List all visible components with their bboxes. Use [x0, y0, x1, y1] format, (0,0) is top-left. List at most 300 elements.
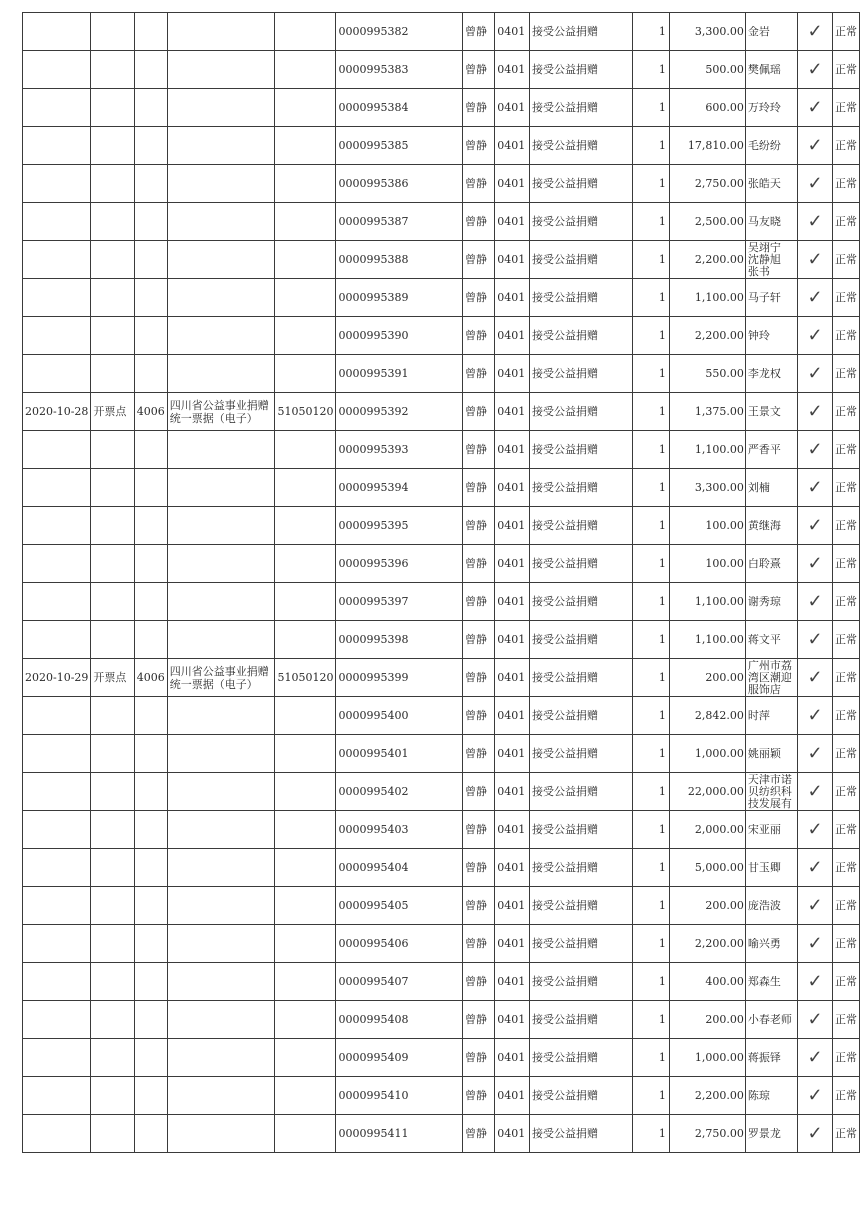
- amount: 400.00: [705, 975, 744, 988]
- issue-date-cell: [23, 469, 91, 507]
- agency-code-cell: [275, 317, 336, 355]
- payer-name-cell: [745, 621, 797, 659]
- table-row: [23, 963, 860, 1001]
- item-name-cell: [530, 241, 633, 279]
- check-mark-cell: [798, 469, 833, 507]
- issue-date-cell: [23, 431, 91, 469]
- status-cell: [832, 887, 859, 925]
- site-code-cell: [134, 1001, 167, 1039]
- billing-site-cell: [91, 241, 134, 279]
- check-mark: ✓: [807, 667, 823, 688]
- agency-code-cell: [275, 583, 336, 621]
- status-cell: [832, 507, 859, 545]
- table-row: [23, 469, 860, 507]
- site-code-cell: [134, 393, 167, 431]
- billing-site-cell: [91, 165, 134, 203]
- status-cell: [832, 963, 859, 1001]
- payer-name-cell: [745, 203, 797, 241]
- amount: 2,842.00: [694, 709, 744, 722]
- operator: 曾静: [464, 785, 487, 798]
- payer-name-cell: [745, 431, 797, 469]
- site-code-cell: [134, 773, 167, 811]
- receipt-number-cell: [336, 925, 462, 963]
- amount-cell: [669, 355, 745, 393]
- quantity-cell: [632, 241, 669, 279]
- receipt-number-cell: [336, 317, 462, 355]
- payer-name: 陈琼: [747, 1089, 770, 1102]
- payer-name-cell: [745, 165, 797, 203]
- check-mark-cell: [798, 735, 833, 773]
- table-row: [23, 507, 860, 545]
- payer-name: 谢秀琼: [747, 595, 781, 608]
- operator: 曾静: [464, 1089, 487, 1102]
- payer-name-cell: [745, 811, 797, 849]
- agency-code: 51050120: [277, 405, 334, 418]
- quantity-cell: [632, 925, 669, 963]
- payer-name-cell: [745, 317, 797, 355]
- bill-type-cell: [167, 393, 275, 431]
- operator-cell: [462, 1001, 494, 1039]
- operator-cell: [462, 127, 494, 165]
- operator: 曾静: [464, 25, 487, 38]
- check-mark: ✓: [807, 819, 823, 840]
- amount-cell: [669, 925, 745, 963]
- item-name-cell: [530, 89, 633, 127]
- table-row: [23, 203, 860, 241]
- receipt-number: 0000995388: [338, 253, 409, 266]
- receipt-number: 0000995406: [338, 937, 409, 950]
- bill-type-cell: [167, 127, 275, 165]
- site-code-cell: [134, 887, 167, 925]
- payer-name-cell: [745, 279, 797, 317]
- quantity-cell: [632, 165, 669, 203]
- operator-cell: [462, 811, 494, 849]
- bill-type-cell: [167, 89, 275, 127]
- table-row: [23, 887, 860, 925]
- billing-site-cell: [91, 355, 134, 393]
- agency-code-cell: [275, 165, 336, 203]
- status: 正常: [834, 25, 857, 38]
- billing-site-cell: [91, 583, 134, 621]
- item-name-cell: [530, 165, 633, 203]
- amount-cell: [669, 773, 745, 811]
- table-row: [23, 241, 860, 279]
- amount-cell: [669, 203, 745, 241]
- table-row: [23, 849, 860, 887]
- amount: 2,750.00: [694, 1127, 744, 1140]
- operator: 曾静: [464, 177, 487, 190]
- receipt-number-cell: [336, 13, 462, 51]
- payer-name-cell: [745, 1001, 797, 1039]
- issue-date: 2020-10-29: [25, 671, 89, 684]
- check-mark-cell: [798, 241, 833, 279]
- item-name-cell: [530, 621, 633, 659]
- agency-code-cell: [275, 1039, 336, 1077]
- operator-cell: [462, 545, 494, 583]
- billing-site-cell: [91, 13, 134, 51]
- category-code-cell: [495, 925, 530, 963]
- payer-name: 刘楠: [747, 481, 770, 494]
- payer-name: 广州市荔湾区潮迎服饰店: [747, 659, 792, 696]
- billing-site-cell: [91, 279, 134, 317]
- operator-cell: [462, 849, 494, 887]
- operator: 曾静: [464, 709, 487, 722]
- status-cell: [832, 89, 859, 127]
- table-row: [23, 127, 860, 165]
- agency-code-cell: [275, 1077, 336, 1115]
- bill-type-cell: [167, 621, 275, 659]
- operator: 曾静: [464, 747, 487, 760]
- receipt-number: 0000995402: [338, 785, 409, 798]
- payer-name: 蒋文平: [747, 633, 781, 646]
- check-mark: ✓: [807, 705, 823, 726]
- billing-site-cell: [91, 963, 134, 1001]
- billing-site-cell: [91, 545, 134, 583]
- check-mark: ✓: [807, 477, 823, 498]
- amount: 2,200.00: [694, 937, 744, 950]
- bill-type-cell: [167, 849, 275, 887]
- issue-date-cell: [23, 89, 91, 127]
- operator: 曾静: [464, 1127, 487, 1140]
- quantity: 1: [658, 747, 666, 760]
- agency-code-cell: [275, 241, 336, 279]
- operator: 曾静: [464, 139, 487, 152]
- issue-date-cell: [23, 659, 91, 697]
- category-code-cell: [495, 431, 530, 469]
- receipt-number-cell: [336, 811, 462, 849]
- quantity: 1: [658, 329, 666, 342]
- agency-code-cell: [275, 127, 336, 165]
- receipt-number: 0000995390: [338, 329, 409, 342]
- agency-code-cell: [275, 659, 336, 697]
- receipt-number-cell: [336, 735, 462, 773]
- category-code-cell: [495, 355, 530, 393]
- amount: 1,375.00: [694, 405, 744, 418]
- check-mark: ✓: [807, 553, 823, 574]
- receipt-number-cell: [336, 279, 462, 317]
- category-code-cell: [495, 887, 530, 925]
- quantity-cell: [632, 583, 669, 621]
- item-name-cell: [530, 507, 633, 545]
- agency-code-cell: [275, 355, 336, 393]
- payer-name: 马友晓: [747, 215, 781, 228]
- category-code: 0401: [497, 899, 526, 912]
- amount: 2,200.00: [694, 329, 744, 342]
- item-name-cell: [530, 659, 633, 697]
- operator-cell: [462, 1077, 494, 1115]
- table-row: [23, 1001, 860, 1039]
- operator: 曾静: [464, 823, 487, 836]
- bill-type-cell: [167, 469, 275, 507]
- check-mark: ✓: [807, 211, 823, 232]
- payer-name-cell: [745, 469, 797, 507]
- category-code-cell: [495, 469, 530, 507]
- bill-type-cell: [167, 165, 275, 203]
- item-name: 接受公益捐赠: [532, 25, 599, 38]
- quantity-cell: [632, 355, 669, 393]
- receipt-number: 0000995404: [338, 861, 409, 874]
- receipt-number-cell: [336, 963, 462, 1001]
- item-name: 接受公益捐赠: [532, 519, 599, 532]
- item-name-cell: [530, 849, 633, 887]
- table-row: [23, 545, 860, 583]
- amount: 200.00: [705, 899, 744, 912]
- payer-name: 万玲玲: [747, 101, 781, 114]
- issue-date-cell: [23, 165, 91, 203]
- status: 正常: [834, 1127, 857, 1140]
- payer-name-cell: [745, 849, 797, 887]
- operator: 曾静: [464, 63, 487, 76]
- payer-name-cell: [745, 51, 797, 89]
- check-mark: ✓: [807, 895, 823, 916]
- receipt-number: 0000995384: [338, 101, 409, 114]
- receipt-number: 0000995389: [338, 291, 409, 304]
- amount-cell: [669, 659, 745, 697]
- quantity: 1: [658, 101, 666, 114]
- issue-date-cell: [23, 241, 91, 279]
- quantity-cell: [632, 51, 669, 89]
- check-mark: ✓: [807, 971, 823, 992]
- payer-name: 吴翊宁 沈静旭 张书: [747, 241, 781, 278]
- check-mark: ✓: [807, 933, 823, 954]
- payer-name: 王景文: [747, 405, 781, 418]
- quantity-cell: [632, 1077, 669, 1115]
- billing-site-cell: [91, 925, 134, 963]
- bill-type-cell: [167, 431, 275, 469]
- item-name: 接受公益捐赠: [532, 443, 599, 456]
- quantity-cell: [632, 393, 669, 431]
- payer-name-cell: [745, 1115, 797, 1153]
- status: 正常: [834, 937, 857, 950]
- quantity-cell: [632, 963, 669, 1001]
- check-mark: ✓: [807, 515, 823, 536]
- agency-code-cell: [275, 925, 336, 963]
- quantity: 1: [658, 671, 666, 684]
- check-mark: ✓: [807, 857, 823, 878]
- payer-name-cell: [745, 925, 797, 963]
- site-code-cell: [134, 51, 167, 89]
- category-code: 0401: [497, 1089, 526, 1102]
- billing-site-cell: [91, 811, 134, 849]
- item-name: 接受公益捐赠: [532, 633, 599, 646]
- site-code-cell: [134, 469, 167, 507]
- payer-name-cell: [745, 773, 797, 811]
- category-code: 0401: [497, 823, 526, 836]
- category-code: 0401: [497, 405, 526, 418]
- receipt-number-cell: [336, 241, 462, 279]
- receipt-number: 0000995395: [338, 519, 409, 532]
- payer-name-cell: [745, 241, 797, 279]
- quantity: 1: [658, 405, 666, 418]
- amount: 2,200.00: [694, 1089, 744, 1102]
- quantity-cell: [632, 1039, 669, 1077]
- amount-cell: [669, 431, 745, 469]
- check-mark-cell: [798, 127, 833, 165]
- payer-name-cell: [745, 887, 797, 925]
- quantity-cell: [632, 1115, 669, 1153]
- status-cell: [832, 127, 859, 165]
- operator: 曾静: [464, 405, 487, 418]
- check-mark-cell: [798, 659, 833, 697]
- category-code: 0401: [497, 975, 526, 988]
- operator-cell: [462, 279, 494, 317]
- quantity: 1: [658, 139, 666, 152]
- receipt-number: 0000995410: [338, 1089, 409, 1102]
- quantity: 1: [658, 823, 666, 836]
- billing-site-cell: [91, 1001, 134, 1039]
- receipt-number-cell: [336, 165, 462, 203]
- operator-cell: [462, 659, 494, 697]
- receipt-number-cell: [336, 507, 462, 545]
- receipt-number: 0000995391: [338, 367, 409, 380]
- item-name: 接受公益捐赠: [532, 101, 599, 114]
- category-code-cell: [495, 89, 530, 127]
- bill-type-cell: [167, 735, 275, 773]
- check-mark-cell: [798, 1077, 833, 1115]
- payer-name: 白聆熹: [747, 557, 781, 570]
- quantity: 1: [658, 1013, 666, 1026]
- agency-code-cell: [275, 469, 336, 507]
- operator-cell: [462, 13, 494, 51]
- item-name: 接受公益捐赠: [532, 785, 599, 798]
- table-row: [23, 735, 860, 773]
- payer-name: 毛纷纷: [747, 139, 781, 152]
- amount-cell: [669, 583, 745, 621]
- status: 正常: [834, 101, 857, 114]
- billing-site-cell: [91, 849, 134, 887]
- quantity-cell: [632, 1001, 669, 1039]
- agency-code-cell: [275, 1001, 336, 1039]
- amount-cell: [669, 165, 745, 203]
- operator-cell: [462, 431, 494, 469]
- status-cell: [832, 203, 859, 241]
- receipt-number: 0000995407: [338, 975, 409, 988]
- operator: 曾静: [464, 291, 487, 304]
- check-mark: ✓: [807, 401, 823, 422]
- operator: 曾静: [464, 595, 487, 608]
- issue-date-cell: [23, 887, 91, 925]
- payer-name-cell: [745, 659, 797, 697]
- payer-name: 黄继海: [747, 519, 781, 532]
- issue-date-cell: [23, 697, 91, 735]
- billing-site-cell: [91, 393, 134, 431]
- status-cell: [832, 849, 859, 887]
- amount-cell: [669, 127, 745, 165]
- receipt-number-cell: [336, 203, 462, 241]
- table-row: [23, 89, 860, 127]
- billing-site-cell: [91, 203, 134, 241]
- item-name: 接受公益捐赠: [532, 671, 599, 684]
- agency-code-cell: [275, 697, 336, 735]
- table-row: [23, 1077, 860, 1115]
- item-name-cell: [530, 13, 633, 51]
- issue-date-cell: [23, 317, 91, 355]
- category-code-cell: [495, 393, 530, 431]
- issue-date-cell: [23, 545, 91, 583]
- quantity: 1: [658, 633, 666, 646]
- amount: 1,000.00: [694, 747, 744, 760]
- item-name: 接受公益捐赠: [532, 329, 599, 342]
- item-name: 接受公益捐赠: [532, 1089, 599, 1102]
- issue-date-cell: [23, 621, 91, 659]
- site-code-cell: [134, 659, 167, 697]
- item-name: 接受公益捐赠: [532, 1051, 599, 1064]
- item-name-cell: [530, 811, 633, 849]
- check-mark: ✓: [807, 97, 823, 118]
- agency-code-cell: [275, 963, 336, 1001]
- payer-name: 庞浩波: [747, 899, 781, 912]
- category-code: 0401: [497, 25, 526, 38]
- operator-cell: [462, 1115, 494, 1153]
- item-name-cell: [530, 1001, 633, 1039]
- status-cell: [832, 697, 859, 735]
- agency-code-cell: [275, 773, 336, 811]
- receipt-number-cell: [336, 849, 462, 887]
- check-mark-cell: [798, 773, 833, 811]
- amount-cell: [669, 89, 745, 127]
- amount: 17,810.00: [687, 139, 744, 152]
- quantity-cell: [632, 811, 669, 849]
- agency-code-cell: [275, 393, 336, 431]
- operator: 曾静: [464, 329, 487, 342]
- category-code: 0401: [497, 747, 526, 760]
- billing-site-cell: [91, 659, 134, 697]
- item-name: 接受公益捐赠: [532, 709, 599, 722]
- status: 正常: [834, 1013, 857, 1026]
- item-name: 接受公益捐赠: [532, 1013, 599, 1026]
- table-row: [23, 51, 860, 89]
- status-cell: [832, 355, 859, 393]
- operator: 曾静: [464, 557, 487, 570]
- site-code-cell: [134, 13, 167, 51]
- quantity: 1: [658, 519, 666, 532]
- status-cell: [832, 773, 859, 811]
- quantity: 1: [658, 1127, 666, 1140]
- amount: 600.00: [705, 101, 744, 114]
- item-name-cell: [530, 203, 633, 241]
- quantity-cell: [632, 507, 669, 545]
- operator: 曾静: [464, 443, 487, 456]
- item-name-cell: [530, 1077, 633, 1115]
- category-code: 0401: [497, 595, 526, 608]
- agency-code-cell: [275, 51, 336, 89]
- table-row: [23, 355, 860, 393]
- agency-code-cell: [275, 545, 336, 583]
- receipt-number-cell: [336, 51, 462, 89]
- payer-name: 喻兴勇: [747, 937, 781, 950]
- amount: 2,000.00: [694, 823, 744, 836]
- quantity: 1: [658, 253, 666, 266]
- receipt-number-cell: [336, 583, 462, 621]
- check-mark: ✓: [807, 743, 823, 764]
- status-cell: [832, 431, 859, 469]
- quantity: 1: [658, 709, 666, 722]
- billing-site-cell: [91, 621, 134, 659]
- receipt-number-cell: [336, 621, 462, 659]
- category-code: 0401: [497, 215, 526, 228]
- status: 正常: [834, 595, 857, 608]
- item-name-cell: [530, 317, 633, 355]
- amount-cell: [669, 697, 745, 735]
- quantity: 1: [658, 1051, 666, 1064]
- site-code-cell: [134, 545, 167, 583]
- status: 正常: [834, 405, 857, 418]
- category-code-cell: [495, 317, 530, 355]
- item-name: 接受公益捐赠: [532, 861, 599, 874]
- table-row: [23, 583, 860, 621]
- quantity: 1: [658, 25, 666, 38]
- category-code-cell: [495, 507, 530, 545]
